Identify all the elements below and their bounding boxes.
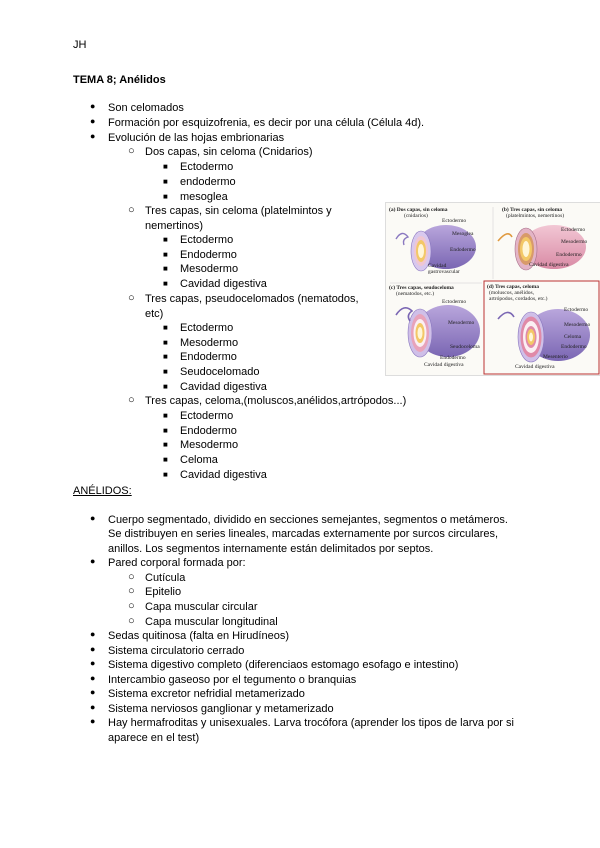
sub-item: Mesodermo: [180, 439, 239, 451]
sub-item: Cavidad digestiva: [180, 469, 267, 481]
circle-bullet-icon: ○: [128, 585, 135, 597]
circle-bullet-icon: ○: [128, 292, 135, 304]
sub-item: Cavidad digestiva: [180, 278, 267, 290]
sub-item: mesoglea: [180, 191, 228, 203]
panel-d-subtitle: (moluscos, anélidos,: [489, 290, 535, 296]
group-title: Tres capas, celoma,(moluscos,anélidos,artrópodos...): [145, 395, 407, 407]
square-bullet-icon: ■: [163, 455, 168, 464]
panel-c-subtitle: (nematodos, etc.): [396, 291, 435, 297]
figure-label: Endodermo: [450, 247, 476, 253]
figure-label: Seudoceloma: [450, 344, 480, 350]
square-bullet-icon: ■: [163, 192, 168, 201]
list-item: Sistema nerviosos ganglionar y metamerizado: [108, 703, 334, 715]
figure-label: Ectodermo: [561, 227, 586, 233]
sub-item: Endodermo: [180, 249, 237, 261]
list-item: Intercambio gaseoso por el tegumento o branquias: [108, 674, 357, 686]
sub-item: Epitelio: [145, 586, 182, 598]
list-item-cont: aparece en el test): [108, 732, 200, 744]
figure-label: Mesenterio: [543, 354, 568, 360]
square-bullet-icon: ■: [163, 382, 168, 391]
panel-d-title: (d) Tres capas, celoma: [487, 284, 539, 290]
square-bullet-icon: ■: [163, 411, 168, 420]
sub-item: Endodermo: [180, 425, 237, 437]
square-bullet-icon: ■: [163, 279, 168, 288]
circle-bullet-icon: ○: [128, 600, 135, 612]
figure-label: Endodermo: [556, 252, 582, 258]
group-title-cont: nemertinos): [145, 220, 204, 232]
panel-b-title: (b) Tres capas, sin celoma: [502, 207, 563, 213]
square-bullet-icon: ■: [163, 338, 168, 347]
square-bullet-icon: ■: [163, 440, 168, 449]
square-bullet-icon: ■: [163, 235, 168, 244]
figure-label: Endodermo: [440, 355, 466, 361]
list-item: Evolución de las hojas embrionarias: [108, 132, 285, 144]
figure-label: Cavidad digestiva: [424, 362, 464, 368]
figure-label: Endodermo: [561, 344, 587, 350]
circle-bullet-icon: ○: [128, 394, 135, 406]
bullet-icon: ●: [90, 644, 96, 654]
list-item-cont: anillos. Los segmentos internamente están delimitados por septos.: [108, 543, 434, 555]
list-item: Sistema digestivo completo (diferenciaos estomago esofago e intestino): [108, 659, 459, 671]
bullet-icon: ●: [90, 673, 96, 683]
square-bullet-icon: ■: [163, 367, 168, 376]
figure-label: Mesodermo: [448, 320, 475, 326]
circle-bullet-icon: ○: [128, 145, 135, 157]
panel-a-title: (a) Dos capas, sin celoma: [389, 207, 448, 213]
figure-label: Celoma: [564, 334, 582, 340]
figure-label: Cavidad digestiva: [515, 364, 555, 370]
square-bullet-icon: ■: [163, 250, 168, 259]
list-item: Sistema excretor nefridial metamerizado: [108, 688, 305, 700]
list-item-cont: Se distribuyen en series lineales, marcadas externamente por surcos circulares,: [108, 528, 499, 540]
square-bullet-icon: ■: [163, 323, 168, 332]
list-item: Pared corporal formada por:: [108, 557, 246, 569]
figure-label: Cavidad: [428, 263, 447, 269]
sub-item: Capa muscular circular: [145, 601, 258, 613]
circle-bullet-icon: ○: [128, 204, 135, 216]
list-item: Sedas quitinosa (falta en Hirudíneos): [108, 630, 289, 642]
figure-label: Mesodermo: [561, 239, 588, 245]
group-title: Tres capas, sin celoma (platelmintos y: [145, 205, 332, 217]
figure-label: Mesoglea: [452, 231, 474, 237]
sub-item: Seudocelomado: [180, 366, 260, 378]
bullet-icon: ●: [90, 687, 96, 697]
figure-label: Ectodermo: [564, 307, 589, 313]
bullet-icon: ●: [90, 131, 96, 141]
circle-bullet-icon: ○: [128, 615, 135, 627]
germ-layers-figure: [385, 202, 600, 376]
circle-bullet-icon: ○: [128, 571, 135, 583]
group-title-cont: etc): [145, 308, 164, 320]
list-item: Son celomados: [108, 102, 184, 114]
figure-label: Cavidad digestiva: [529, 262, 569, 268]
header-initials: JH: [73, 39, 87, 51]
bullet-icon: ●: [90, 513, 96, 523]
figure-label: Ectodermo: [442, 218, 467, 224]
panel-a-subtitle: (cnidarios): [404, 213, 428, 219]
sub-item: Mesodermo: [180, 337, 239, 349]
sub-item: Ectodermo: [180, 234, 234, 246]
sub-item: Celoma: [180, 454, 218, 466]
square-bullet-icon: ■: [163, 264, 168, 273]
sub-item: Endodermo: [180, 351, 237, 363]
sub-item: Capa muscular longitudinal: [145, 616, 278, 628]
sub-item: endodermo: [180, 176, 236, 188]
list-item: Sistema circulatorio cerrado: [108, 645, 245, 657]
sub-item: Ectodermo: [180, 322, 234, 334]
square-bullet-icon: ■: [163, 470, 168, 479]
sub-item: Ectodermo: [180, 410, 234, 422]
bullet-icon: ●: [90, 716, 96, 726]
section-heading: ANÉLIDOS:: [73, 485, 132, 497]
figure-label: Mesodermo: [564, 322, 591, 328]
page-title: TEMA 8; Anélidos: [73, 74, 166, 86]
figure-label: gastrovascular: [428, 269, 460, 275]
bullet-icon: ●: [90, 116, 96, 126]
group-title: Tres capas, pseudocelomados (nematodos,: [145, 293, 359, 305]
list-item: Hay hermafroditas y unisexuales. Larva trocófora (aprender los tipos de larva por si: [108, 717, 514, 729]
panel-b-subtitle: (platelmintos, nemertinos): [506, 213, 565, 219]
bullet-icon: ●: [90, 629, 96, 639]
list-item: Cuerpo segmentado, dividido en secciones semejantes, segmentos o metámeros.: [108, 514, 508, 526]
panel-d-subtitle-2: artrópodos, cordados, etc.): [489, 296, 548, 302]
bullet-icon: ●: [90, 702, 96, 712]
sub-item: Cavidad digestiva: [180, 381, 267, 393]
sub-item: Ectodermo: [180, 161, 234, 173]
list-item: Formación por esquizofrenia, es decir por una célula (Célula 4d).: [108, 117, 425, 129]
square-bullet-icon: ■: [163, 177, 168, 186]
sub-item: Mesodermo: [180, 263, 239, 275]
bullet-icon: ●: [90, 101, 96, 111]
panel-c-title: (c) Tres capas, seudoceloma: [389, 285, 454, 291]
bullet-icon: ●: [90, 556, 96, 566]
group-title: Dos capas, sin celoma (Cnidarios): [145, 146, 313, 158]
square-bullet-icon: ■: [163, 352, 168, 361]
bullet-icon: ●: [90, 658, 96, 668]
sub-item: Cutícula: [145, 572, 186, 584]
figure-label: Ectodermo: [442, 299, 467, 305]
square-bullet-icon: ■: [163, 162, 168, 171]
square-bullet-icon: ■: [163, 426, 168, 435]
